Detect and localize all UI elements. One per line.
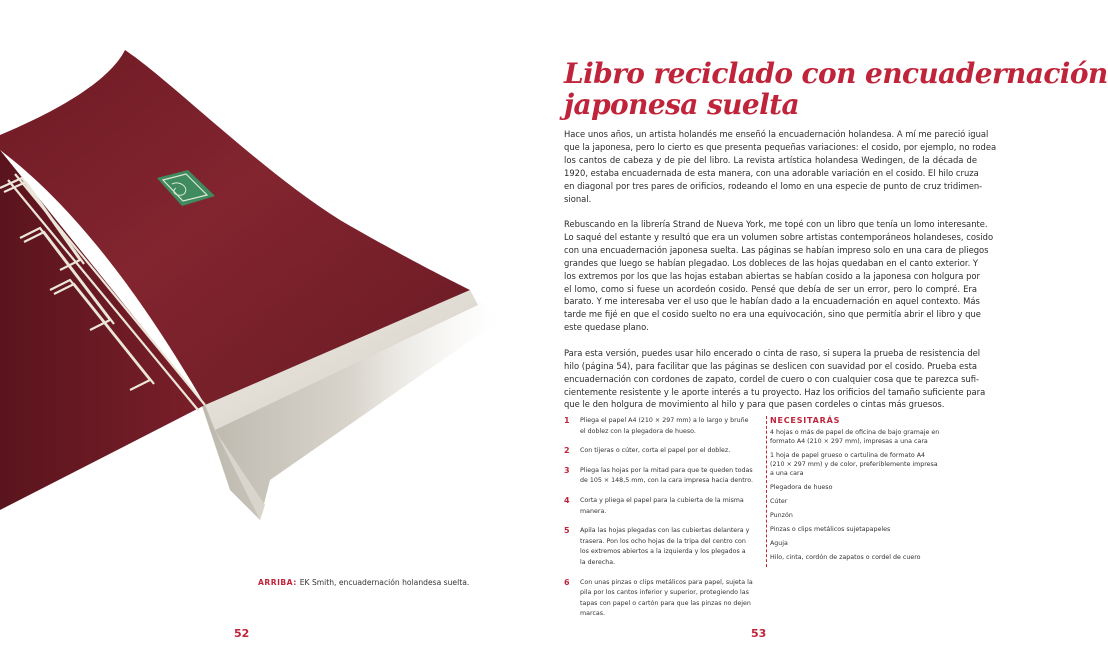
materials-title: NECESITARÁS <box>770 416 841 425</box>
step-line: la derecha. <box>580 558 616 566</box>
material-line: Cúter <box>770 498 788 505</box>
step-line: trasera. Pon los ocho hojas de la tripa del centro con <box>580 537 746 545</box>
photo-caption <box>258 578 469 587</box>
step-line: pila por los cantos inferior y superior, protegiendo las <box>580 589 749 597</box>
page-number-right: 53 <box>751 627 767 640</box>
paragraph <box>564 347 986 412</box>
material-line: Hilo, cinta, cordón de zapatos o cordel de cuero <box>770 554 921 561</box>
step-item <box>564 496 759 517</box>
text-line: que le den holgura de movimiento al hilo y para que pasen cordeles o cintas más gruesos. <box>564 399 945 410</box>
step-number: 1 <box>564 416 570 425</box>
paragraph <box>564 128 997 205</box>
step-line: Con unas pinzas o clips metálicos para papel, sujeta la <box>580 578 753 586</box>
step-line: el doblez con la plegadora de hueso. <box>580 427 696 435</box>
step-item <box>564 446 759 457</box>
material-line: Aguja <box>770 540 788 547</box>
text-line: Para esta versión, puedes usar hilo encerado o cinta de raso, si supera la prueba de resistencia del <box>564 347 981 358</box>
material-item <box>770 525 976 534</box>
material-item <box>770 451 976 478</box>
material-line: formato A4 (210 × 297 mm), impresas a una cara <box>770 438 928 445</box>
step-item <box>564 416 759 437</box>
page-number-left: 52 <box>234 627 250 640</box>
book-photo <box>0 50 500 590</box>
step-item <box>564 578 759 620</box>
materials-box <box>766 416 976 567</box>
step-text <box>580 496 744 517</box>
step-number: 3 <box>564 465 570 475</box>
text-line: los extremos por los que las hojas estaban abiertas se habían cosido a la japonesa con holgura por <box>564 270 980 281</box>
material-line: Pinzas o clips metálicos sujetapapeles <box>770 526 891 533</box>
material-item <box>770 553 976 562</box>
text-line: en diagonal por tres pares de orificios, rodeando el lomo en una especie de punto de cruz tridimen- <box>564 180 983 191</box>
text-line: que la japonesa, pero lo cierto es que presenta pequeñas variaciones: el cosido, por ejemplo, no rodea <box>564 141 997 152</box>
step-number: 5 <box>564 526 570 536</box>
material-item <box>770 497 976 506</box>
step-text <box>580 578 753 620</box>
material-line: a una cara <box>770 470 804 477</box>
text-line: este quedase plano. <box>564 322 649 333</box>
page-title <box>564 57 1108 121</box>
title-line: japonesa suelta <box>564 88 800 121</box>
step-line: Con tijeras o cúter, corta el papel por el doblez. <box>580 447 731 455</box>
text-line: tarde me fijé en que el cosido suelto no era una equivocación, sino que permitía abrir el libro y que <box>564 309 981 320</box>
title-line: Libro reciclado con encuadernación <box>564 57 1108 90</box>
step-text <box>580 466 753 487</box>
material-line: Plegadora de hueso <box>770 484 833 491</box>
material-line: Punzón <box>770 512 793 519</box>
body-text <box>564 128 997 424</box>
text-line: grandes que luego se habían plegadao. Los dobleces de las hojas quedaban en el canto exterior. Y <box>564 257 979 268</box>
step-text <box>580 446 730 457</box>
text-line: el lomo, como si fuese un acordeón cosido. Pensé que debía de ser un error, pero lo compré. Era <box>564 283 977 294</box>
step-item <box>564 466 759 487</box>
material-line: 1 hoja de papel grueso o cartulina de formato A4 <box>770 452 926 459</box>
step-line: marcas. <box>580 610 606 618</box>
step-line: los extremos abiertos a la izquierda y los plegados a <box>580 548 746 556</box>
step-line: Pliega las hojas por la mitad para que te queden todas <box>580 466 753 474</box>
step-number: 4 <box>564 495 570 505</box>
step-line: Pliega el papel A4 (210 × 297 mm) a lo largo y bruñe <box>580 417 749 424</box>
material-item <box>770 483 976 492</box>
step-line: manera. <box>580 507 607 515</box>
text-line: 1920, estaba encuadernada de esta manera, con una adorable variación en el cosido. El hilo cruza <box>564 167 979 178</box>
text-line: Rebuscando en la librería Strand de Nueva York, me topé con un libro que tenía un lomo interesante. <box>564 219 988 230</box>
step-number: 2 <box>564 446 570 456</box>
caption-label: ARRIBA: <box>258 578 297 587</box>
material-line: (210 × 297 mm) y de color, preferiblemente impresa <box>770 461 938 468</box>
text-line: con una encuadernación japonesa suelta. Las páginas se habían impreso solo en una cara de pliegos <box>564 244 989 255</box>
material-line: 4 hojas o más de papel de oficina de bajo gramaje en <box>770 429 940 436</box>
paragraph <box>564 218 994 334</box>
text-line: hilo (página 54), para facilitar que las páginas se deslicen con suavidad por el cosido. Prueba esta <box>564 360 977 371</box>
step-line: Apila las hojas plegadas con las cubiertas delantera y <box>580 527 750 535</box>
material-item <box>770 511 976 520</box>
step-item <box>564 526 759 568</box>
text-line: cientemente resistente y le aporte interés a tu proyecto. Haz los orificios del tamaño suficiente para <box>564 386 986 397</box>
step-text <box>580 416 749 437</box>
text-line: los cantos de cabeza y de pie del libro. La revista artística holandesa Wedingen, de la década de <box>564 154 977 165</box>
step-number: 6 <box>564 577 570 587</box>
material-item <box>770 428 976 446</box>
steps-list <box>564 416 759 629</box>
text-line: sional. <box>564 193 592 204</box>
step-line: Corta y pliega el papel para la cubierta de la misma <box>580 496 744 504</box>
text-line: Lo saqué del estante y resultó que era un volumen sobre artistas contemporáneos holandeses, cosido <box>564 231 994 242</box>
step-text <box>580 526 749 568</box>
material-item <box>770 539 976 548</box>
caption-text: EK Smith, encuadernación holandesa suelta. <box>299 578 470 587</box>
step-line: tapas con papel o cartón para que las pinzas no dejen <box>580 599 751 607</box>
text-line: barato. Y me interesaba ver el uso que le habían dado a la encuadernación en aquel contexto. Más <box>564 296 980 307</box>
text-line: Hace unos años, un artista holandés me enseñó la encuadernación holandesa. A mí me pareció igual <box>564 129 989 139</box>
text-line: encuadernación con cordones de zapato, cordel de cuero o con cualquier cosa que te parezca sufi- <box>564 373 980 384</box>
step-line: de 105 × 148,5 mm, con la cara impresa hacia dentro. <box>580 477 753 485</box>
